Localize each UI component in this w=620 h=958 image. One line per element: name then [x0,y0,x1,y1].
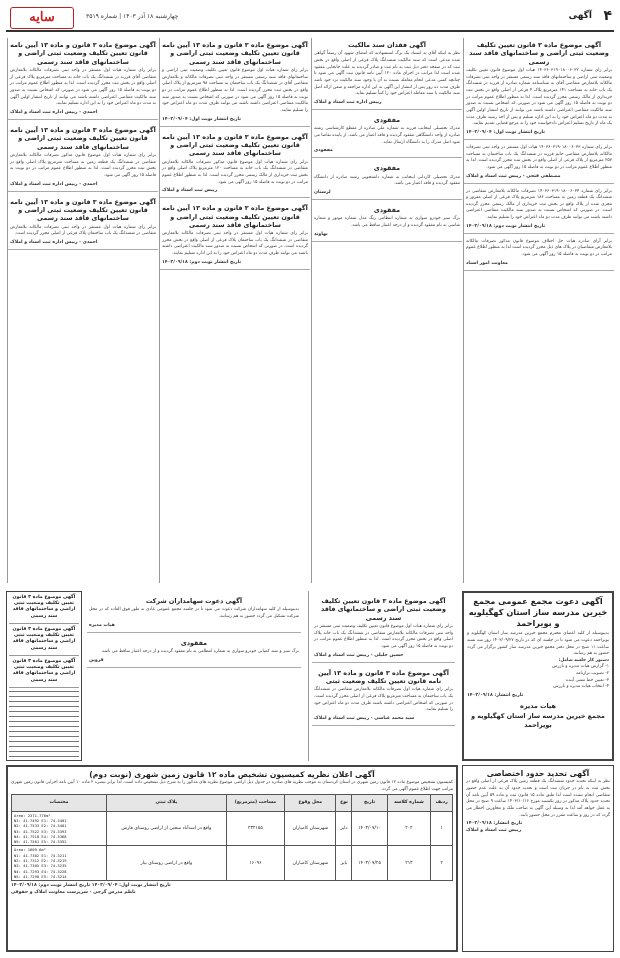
ad-signature: معاونت امور اسناد [466,260,508,266]
ad-signature: مصطفی فتحی - رییس ثبت اسناد و املاک [466,173,561,179]
ad-signature: تاریخ انتشار نوبت دوم: ۱۴۰۳/۰۹/۱۸ [162,259,242,265]
ad-signature: احمدی - رییس اداره ثبت اسناد و املاک [10,109,98,115]
ad-title: مفقودی [373,115,401,124]
ad-block [8,195,158,250]
ad-block [8,38,158,120]
ticker-lines [9,691,79,761]
ad-signature: تاریخ انتشار نوبت دوم: ۱۴۰۳/۰۹/۱۸ [466,223,546,229]
boundary-title: آگهی تحدید حدود اختصاصی [486,769,590,778]
ad-signature: رییس ثبت اسناد و املاک [162,188,218,194]
page-number: ۴ [603,8,612,24]
ticker-item: آگهی موضوع ماده ۳ قانون تعیین تکلیف وضعیت ثبتی اراضی و ساختمانهای فاقد سند رسمی [9,595,79,624]
boundary-notice [462,765,614,952]
ad-body: برابر رای شماره هیات اول مستقر در واحد ثبتی تصرفات مالکانه بلامعارض متقاضی آقای فرزند در ششدانگ یک باب خانه به مساحت مترمربع پلاک فرعی از اصلی واقع در بخش ثبت محرز گردیده است. لذا به منظور اطلاع عموم مراتب در دو نوبت به فاصله ۱۵ روز آگهی می شود در صورتی که اشخاص نسبت به صدور سند مالکیت متقاضی اعتراضی داشته باشند می توانند از تاریخ انتشار اولین آگهی به مدت دو ماه اعتراض خود را به این اداره تسلیم نمایند. [10,67,156,107]
ad-title: آگهی موضوع ماده ۳ قانون و ماده ۱۳ آیین نامه قانون تعیین تکلیف وضعیت ثبتی [318,668,449,685]
table-cell: ۱۴۰۳/۰۷/۱۰ [352,811,387,846]
assembly-date: تاریخ انتشار: ۱۴۰۳/۰۹/۱۸ [467,693,524,699]
ad-body: برابر رای شماره هیات اول موضوع قانون تعیین تکلیف وضعیت ثبتی اراضی و ساختمانهای فاقد سند رسمی مستقر در واحد ثبتی تصرفات مالکانه و بلامعارض متقاضی آقای در ششدانگ یک باب ساختمان به مساحت ۹۸ مترمربع از پلاک اصلی واقع در بخش ثبت محرز گردیده است. لذا به منظور اطلاع عموم مراتب در دو نوبت به فاصله ۱۵ روز آگهی می شود در صورتی که اشخاص نسبت به صدور سند مالکیت متقاضی اعتراضی داشته باشند می توانند ظرف مدت دو ماه اعتراض خود را تسلیم نمایند. [162,67,308,113]
land-notice-dates: تاریخ انتشار نوبت اول: ۱۴۰۳/۰۹/۰۴ تاریخ انتشار نوبت دوم: ۱۴۰۳/۰۹/۱۸ [11,883,171,889]
land-notice-title: آگهی اعلان نظریه کمیسیون تشخیص ماده ۱۲ قانون زمین شهری (نوبت دوم) [89,770,375,779]
ad-block [160,201,310,270]
ad-body: برگ سبز و سند کمپانی خودرو سواری به شماره انتظامی به نام مفقود گردیده و از درجه اعتبار ساقط می باشد. [100,648,299,654]
coord-line: N4: 41.7518 E4: 74.3368 [14,833,67,839]
ad-title: مفقودی [373,164,401,173]
ad-signature: حسین جلیلی - رییس ثبت اسناد و املاک [314,652,404,658]
ad-block [464,38,614,140]
ad-block [87,594,301,633]
assembly-sign-2: مجمع خیرین مدرسه ساز استان کهگیلویه و بویراحمد [471,712,605,729]
ad-block [464,187,614,234]
ad-block [312,113,462,158]
ad-signature: تاریخ انتشار نوبت اول: ۱۴۰۳/۰۹/۰۴ [466,129,545,135]
ad-body: مدرک تحصیلی کاردانی اینجانب به شماره دانشجویی رشته صادره از دانشگاه مفقود گردیده و فاقد اعتبار می باشد. [314,174,460,187]
agenda-item: ۴- انتخاب هیات مدیره و بازرس [553,684,609,690]
table-cell: ۲ [431,846,453,881]
coords-cell [12,846,107,881]
ad-block [312,594,455,663]
ad-body: برابر رای شماره ۱۴۰۳۶۰۳۱۹۰۱۸۰۰۶۰۳۳ هیات اول مستقر در واحد ثبتی تصرفات مالکانه بلامعارض متقاضی خانم فرزند در ششدانگ یک باب ساختمان به مساحت ۲۵۷ مترمربع از پلاک فرعی از اصلی واقع در بخش ثبت محرز گردیده است. لذا به منظور اطلاع عموم مراتب در دو نوبت به فاصله ۱۵ روز آگهی می شود. [466,144,612,170]
ad-signature: هیات مدیره [89,622,115,628]
lower-section [6,591,614,952]
page-header [6,6,614,32]
coord-line: N3: 41.7522 E3: 74.3393 [14,828,67,834]
coord-line: N4: 41.7293 E4: 74.3228 [14,868,67,874]
ad-title: آگهی دعوت سهامداران شرکت [145,597,243,605]
coord-line: N1: 41.7492 E1: 74.3401 [14,817,67,823]
table-cell: ۲۰۲ [387,811,431,846]
ad-signature: احمدی - رییس اداره ثبت اسناد و املاک [10,181,98,187]
column-4 [7,38,158,583]
ad-signature: لرستان [314,189,331,195]
table-row [12,811,453,846]
ad-signature: احمدی - رییس اداره ثبت اسناد و املاک [10,239,98,245]
agenda-item: ۱- گزارش هیات مدیره و بازرس [552,664,609,670]
ticker-item: آگهی موضوع ماده ۳ قانون تعیین تکلیف وضعیت ثبتی اراضی و ساختمانهای فاقد سند رسمی [9,659,79,688]
top-left-ads [84,591,304,761]
issue-info: چهارشنبه ۱۸ آذر ۱۴۰۳ | شماره ۳۵۱۹ [86,13,179,20]
ad-body: برابر آرای صادره هیات حل اختلاف موضوع قانون مذکور تصرفات مالکانه بلامعارض متقاضیان در پلاک های ذیل محرز گردیده است لذا به منظور اطلاع عموم مراتب در دو نوبت به فاصله ۱۵ روز آگهی می شود. [466,238,612,258]
coord-line: Area: 1609.6m² [14,847,47,853]
coord-line: Area: 2371.776m² [14,812,51,818]
coord-line: N3: 41.7305 E3: 74.3235 [14,863,67,869]
ad-signature: سید محمد عباسی - رییس ثبت اسناد و املاک [314,715,415,721]
ad-title: آگهی موضوع ماده ۳ قانون و ماده ۱۳ آیین نامه قانون تعیین تکلیف وضعیت ثبتی اراضی و ساختمانهای فاقد سند رسمی [162,204,308,229]
table-header-cell: محل وقوع [285,794,336,811]
table-header-cell: مختصات [12,794,107,811]
table-cell: ۱ [431,811,453,846]
newspaper-page [6,6,614,952]
ad-body: برگ سبز خودرو سواری به شماره انتظامی رنگ مدل شماره موتور و شماره شاسی به نام مفقود گردیده و از درجه اعتبار ساقط می باشد. [314,216,460,228]
ad-body: برابر رای شماره هیات اول موضوع قانون تعیین تکلیف وضعیت ثبتی مستقر در واحد ثبتی تصرفات مالکانه بلامعارض متقاضی در ششدانگ یک باب خانه پلاک اصلی واقع در بخش محرز گردیده است. لذا به منظور اطلاع عموم مراتب در دو نوبت به فاصله ۱۵ روز آگهی می شود. [314,623,453,649]
ad-body: برابر رای شماره ۱۴۰۳۶۰۳۱۹۰۱۸۰۰۶۰۳۴ تصرفات مالکانه بلامعارض متقاضی در ششدانگ یک قطعه زمین به مساحت ۱۸۶ مترمربع پلاک فرعی از اصلی مفروز و مجزی شده از پلاک واقع در بخش ثبت خریداری از مالک رسمی محرز گردیده است. در صورتی که اشخاص نسبت به صدور سند مالکیت متقاضی اعتراضی داشته باشند می توانند ظرف مدت دو ماه اعتراض خود را تسلیم نمایند. [466,188,612,221]
left-ticker [6,591,82,761]
middle-ads [308,591,458,761]
assembly-title: آگهی دعوت مجمع عمومی مجمع خیرین مدرسه ساز استان کهگیلویه و بویراحمد [468,596,608,629]
section-name: آگهی [568,11,592,21]
ad-body: برابر رای شماره هیات اول موضوع قانون مذکور تصرفات مالکانه بلامعارض متقاضی در ششدانگ یک قطعه زمین به مساحت مترمربع پلاک اصلی واقع در بخش ثبت محرز گردیده است. لذا به منظور اطلاع عموم مراتب در دو نوبت به فاصله ۱۵ روز آگهی می شود. [10,152,156,178]
table-cell: شهرستان کامیاران [285,811,336,846]
ad-signature: قزوین [89,657,104,663]
ad-block [312,161,462,200]
ad-title: آگهی موضوع ماده ۳ قانون و ماده ۱۳ آیین نامه قانون تعیین تکلیف وضعیت ثبتی اراضی و ساختمانهای فاقد سند رسمی [10,41,156,66]
ad-block [464,237,614,271]
ad-body: برابر رای شماره هیات اول مستقر در واحد ثبتی تصرفات مالکانه بلامعارض متقاضی در ششدانگ یک باب ساختمان پلاک فرعی از اصلی محرز گردیده است. [10,224,156,237]
coord-line: N5: 41.7501 E5: 74.3352 [14,839,67,845]
ad-body: بدینوسیله از کلیه سهامداران شرکت دعوت می شود تا در جلسه مجمع عمومی عادی به طور فوق العاده که در محل شرکت تشکیل می گردد حضور به هم رسانند. [89,607,299,619]
ad-title: آگهی موضوع ماده ۳ قانون و ماده ۱۳ آیین نامه قانون تعیین تکلیف وضعیت ثبتی اراضی و ساختمانهای فاقد سند رسمی [162,41,308,66]
ad-block [160,130,310,199]
land-notice-sign: ناظم مدرس گرجی - سرپرست معاونت املاک و حقوقی [11,890,136,896]
ad-body: نظر به اینکه آقای به استناد یک برگ استشهادیه که امضای شهود آن رسماً گواهی شده مدعی است که سند مالکیت ششدانگ پلاک فرعی از اصلی واقع در بخش ثبت که در صفحه دفتر ذیل ثبت به نام ثبت و صادر گردیده به علت جابجایی مفقود شده است لذا مراتب در اجرای ماده ۱۲۰ آیین نامه قانون ثبت آگهی می شود تا چنانچه کسی مدعی انجام معامله نسبت به آن یا وجود سند مالکیت نزد خود باشد ظرف مدت ده روز پس از انتشار این آگهی به این اداره مراجعه و ضمن ارائه اصل سند مالکیت یا سند معامله اعتراض خود را کتباً تسلیم نماید. [314,51,460,97]
table-cell: ۲۳۲۱۵۵ [226,811,284,846]
assembly-body: بدینوسیله از کلیه اعضای محترم مجمع خیرین مدرسه ساز استان کهگیلویه و بویراحمد دعوت می شود تا در جلسه ای که در تاریخ ۱۴۰۳/۰۹/۲۷ روز سه شنبه ساعت ۱۱ صبح در محل دفتر مجمع خیرین مدرسه ساز کشور برگزار می گردد حضور به هم رسانند. [467,631,610,657]
table-cell: واقع در اسدآباد سجین از اراضی روستای فارس [107,811,227,846]
ad-title: آگهی موضوع ماده ۳ قانون و ماده ۱۳ آیین نامه قانون تعیین تکلیف وضعیت ثبتی اراضی و ساختمانهای فاقد سند رسمی [10,197,156,223]
ad-title: آگهی موضوع ماده ۳ قانون و ماده ۱۳ آیین نامه قانون تعیین تکلیف وضعیت ثبتی اراضی و ساختمانهای فاقد سند رسمی [10,125,156,151]
boundary-sign: رییس ثبت اسناد و املاک [466,828,522,834]
ad-block [464,143,614,184]
land-table [11,794,453,882]
land-notice-body: کمیسیون تشخیص موضوع ماده ۱۲ قانون زمین شهری در استان کردستان به موجب نظریه های صادره در جدول ذیل اراضی موضوع نظریه های مذکور را به شرح ذیل تشخیص داده است. لذا برابر تبصره ۲ ماده ۱۰ آیین نامه اجرایی قانون زمین شهری مراتب جهت اطلاع عموم آگهی می گردد. [11,780,453,792]
agenda-item: ۲- تصویب ترازنامه [575,671,609,677]
table-header-cell: ردیف [431,794,453,811]
ad-block [312,203,462,242]
coords-cell [12,811,107,846]
table-header-cell: تاریخ [352,794,387,811]
ad-block [312,666,455,726]
agenda-title: دستور کار جلسه شامل: [558,657,609,663]
ad-title: آگهی موضوع ماده ۳ قانون تعیین تکلیف وضعیت ثبتی اراضی و ساختمانهای فاقد سند رسمی [469,41,609,66]
ad-title: مفقودی [180,638,208,647]
ad-block [8,123,158,192]
table-cell: بایر [336,846,352,881]
table-cell: ۲۱۳ [387,846,431,881]
table-cell: شهرستان کامیاران [285,846,336,881]
assembly-sign-1: هیات مدیره [520,702,556,711]
ad-signature: رییس اداره ثبت اسناد و املاک [314,99,382,105]
assembly-notice [462,591,614,761]
ticker-item: آگهی موضوع ماده ۳ قانون تعیین تکلیف وضعیت ثبتی اراضی و ساختمانهای فاقد سند رسمی [9,627,79,656]
coord-line: N2: 41.7533 E2: 74.3401 [14,823,67,829]
column-2 [311,38,462,583]
ad-signature: تاریخ انتشار نوبت اول: ۱۴۰۳/۰۹/۰۴ [162,116,241,122]
table-header-cell: پلاک ثبتی [107,794,227,811]
newspaper-logo: سایه [10,7,74,29]
table-header-cell: نوع [336,794,352,811]
table-row [12,846,453,881]
ad-signature: نهاوند [314,231,328,237]
column-1 [463,38,614,583]
agenda-item: ۳- تعیین خط مشی آینده [565,677,609,683]
ad-body: برابر رای شماره هیات اول تصرفات مالکانه بلامعارض متقاضی در ششدانگ یک باب ساختمان به مساحت مترمربع پلاک فرعی از اصلی محرز گردیده است. در صورتی که اشخاص اعتراضی داشته باشند ظرف مدت دو ماه اعتراض خود را تسلیم نمایند. [314,687,453,713]
ad-block [160,38,310,127]
boundary-date: تاریخ انتشار: ۱۴۰۳/۰۹/۱۸ [466,821,523,827]
ad-block [312,38,462,110]
coord-line: N5: 41.7290 E5: 74.3214 [14,874,67,879]
boundary-body: نظر به اینکه تحدید حدود ششدانگ یک قطعه زمین پلاک فرعی از اصلی واقع در بخش ثبت به نام در جریان ثبت است و تحدید حدود آن به علت عدم حضور متقاضی انجام نشده است لذا طبق ماده ۱۵ قانون ثبت و ماده ۵۹ آیین نامه آن تحدید حدود پلاک مذکور در روز یکشنبه مورخ ۱۴۰۳/۱۰/۱۶ ساعت ۹ صبح در محل به عمل خواهد آمد لذا به وسیله این آگهی به صاحب ملک و مجاورین اخطار می گردد که در روز و ساعت مقرر در محل حضور یابند. [466,779,611,818]
ad-body: مدرک تحصیلی اینجانب فرزند به شماره ملی صادره از مقطع کارشناسی رشته صادره از واحد دانشگاهی مفقود گردیده و فاقد اعتبار می باشد. از یابنده تقاضا می شود اصل مدرک را به دانشگاه ارسال نماید. [314,126,460,145]
coord-line: N2: 41.7312 E2: 74.3219 [14,858,67,864]
table-cell: ۱۴۰۳/۰۷/۲۵ [352,846,387,881]
ad-title: آگهی موضوع ماده ۳ قانون و ماده ۱۳ آیین نامه قانون تعیین تکلیف وضعیت ثبتی اراضی و ساختمانهای فاقد سند رسمی [162,132,308,158]
land-notice [6,765,458,952]
table-cell: واقع در اراضی روستای بیار [107,846,227,881]
column-3 [159,38,310,583]
ad-signature: مفقودی [314,148,333,154]
ad-title: مفقودی [373,205,401,214]
table-header-cell: شماره کلاسه [387,794,431,811]
table-cell: ۱۶۰۹۶ [226,846,284,881]
coord-line: N1: 41.7302 E1: 74.3211 [14,852,67,858]
ad-body: برابر رای شماره هیات اول موضوع قانون مذکور تصرفات مالکانه بلامعارض متقاضی در ششدانگ یک باب خانه به مساحت ۱۲۰ مترمربع پلاک اصلی واقع در بخش ثبت خریداری از مالک رسمی محرز گردیده است. لذا به منظور اطلاع عموم مراتب در دو نوبت به فاصله ۱۵ روز آگهی می شود. [162,159,308,185]
ad-title: آگهی فقدان سند مالکیت [348,41,426,49]
table-cell: دایر [336,811,352,846]
table-header-cell: مساحت (مترمربع) [226,794,284,811]
ad-body: برابر رای شماره هیات اول مستقر در واحد ثبتی تصرفات مالکانه بلامعارض متقاضی در ششدانگ یک باب ساختمان پلاک فرعی از اصلی واقع در بخش محرز گردیده است. در صورتی که اشخاص نسبت به صدور سند مالکیت اعتراضی داشته باشند می توانند ظرف مدت دو ماه اعتراض خود را به این اداره تسلیم نمایند. [162,231,308,257]
ad-title: آگهی موضوع ماده ۳ قانون تعیین تکلیف وضعیت ثبتی اراضی و ساختمانهای فاقد سند رسمی [321,597,446,622]
ad-body: برابر رای شماره ۱۴۰۳۶۰۳۱۹۰۱۸۰۰۶۰۳۲ هیات اول موضوع قانون تعیین تکلیف وضعیت ثبتی اراضی و ساختمانهای فاقد سند رسمی مستقر در واحد ثبتی تصرفات مالکانه بلامعارض متقاضی آقای به شناسنامه شماره صادره از فرزند در ششدانگ یک باب خانه به مساحت ۱۴۱ مترمربع پلاک ۴ فرعی از اصلی واقع در بخش ثبت خریداری از مالک رسمی محرز گردیده است. لذا به منظور اطلاع عموم مراتب در دو نوبت به فاصله ۱۵ روز آگهی می شود در صورتی که اشخاص نسبت به صدور سند مالکیت متقاضی اعتراضی داشته باشند می توانند از تاریخ انتشار اولین آگهی به مدت دو ماه اعتراض خود را به این اداره تسلیم و پس از اخذ رسید ظرف مدت یک ماه از تاریخ تسلیم اعتراض دادخواست خود را به مرجع قضایی تقدیم نمایند. [466,67,613,127]
ad-block [87,636,301,668]
